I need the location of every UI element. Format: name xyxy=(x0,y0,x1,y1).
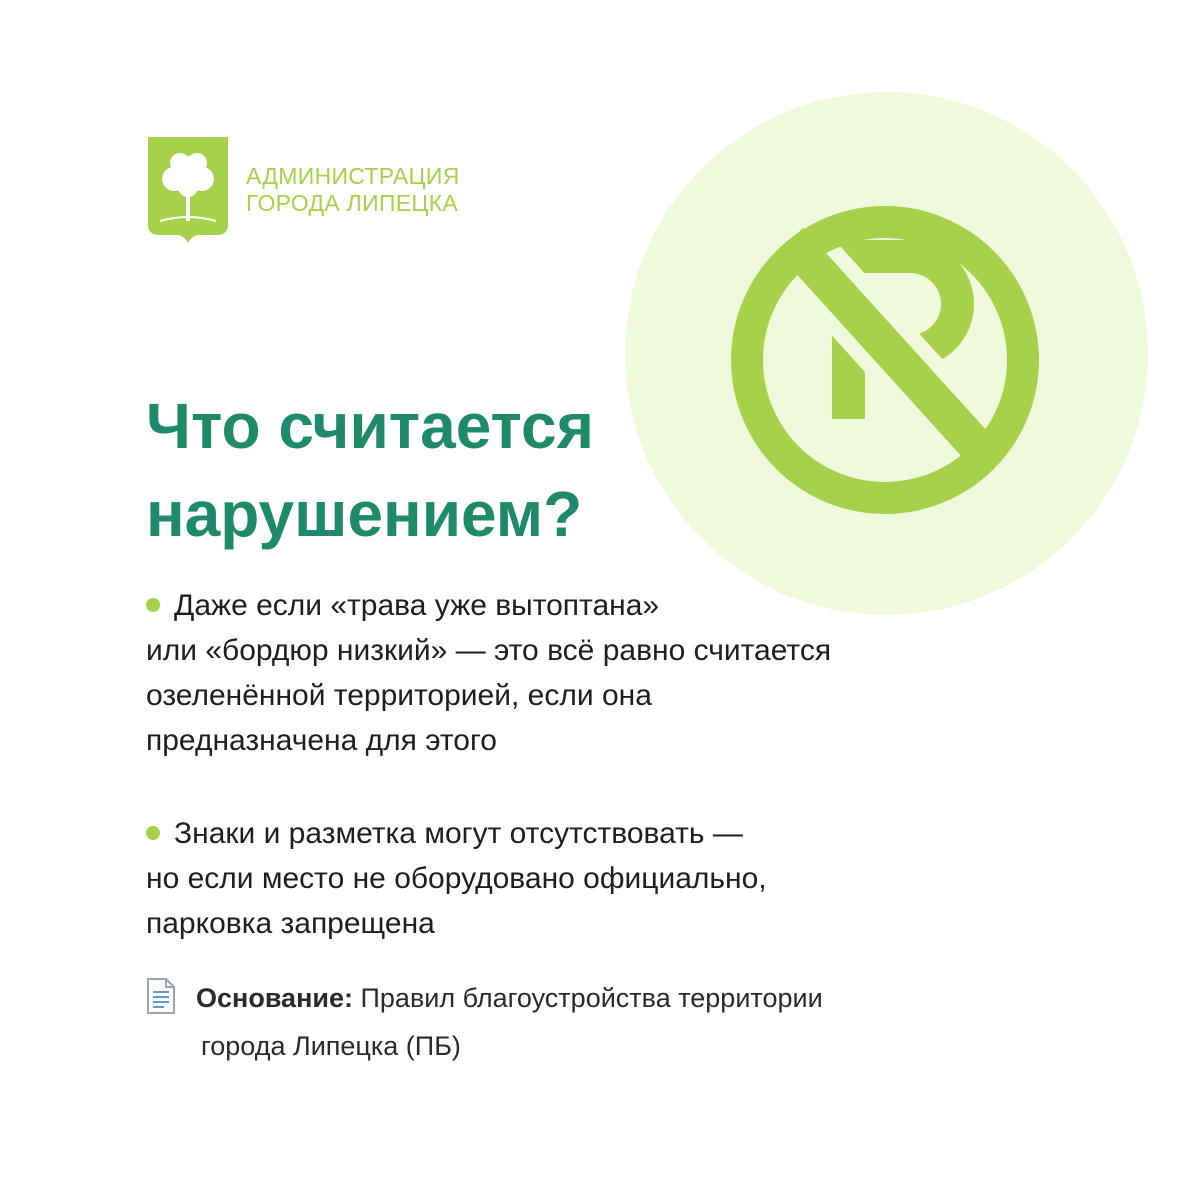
logo-text xyxy=(246,163,460,217)
basis-text-line-2: города Липецка (ПБ) xyxy=(201,1031,461,1061)
document-icon xyxy=(146,977,176,1015)
bullet-1 xyxy=(146,583,831,763)
logo-line-1: АДМИНИСТРАЦИЯ xyxy=(246,163,460,189)
bullet-1-line-1: Даже если «трава уже вытоптана» xyxy=(174,589,660,622)
bullet-1-line-4: предназначена для этого xyxy=(146,724,497,757)
bullet-2-line-3: парковка запрещена xyxy=(146,907,435,940)
basis-text-line-1: Правил благоустройства территории xyxy=(353,983,823,1013)
page-title xyxy=(146,382,594,558)
basis-label: Основание: xyxy=(196,983,353,1013)
tree-shield-icon xyxy=(148,137,228,243)
basis-note xyxy=(146,974,823,1070)
bullet-1-line-3: озеленённой территорией, если она xyxy=(146,679,652,712)
bullet-2-line-2: но если место не оборудовано официально, xyxy=(146,862,767,895)
logo-line-2: ГОРОДА ЛИПЕЦКА xyxy=(246,190,459,216)
bullet-dot xyxy=(146,826,160,840)
bullet-1-line-2: или «бордюр низкий» — это всё равно считается xyxy=(146,634,832,667)
bullet-2-line-1: Знаки и разметка могут отсутствовать — xyxy=(174,817,743,850)
bullet-2 xyxy=(146,811,767,946)
bullet-dot xyxy=(146,598,160,612)
title-line-2: нарушением? xyxy=(146,478,583,550)
no-parking-icon xyxy=(730,205,1040,515)
title-line-1: Что считается xyxy=(146,390,594,462)
